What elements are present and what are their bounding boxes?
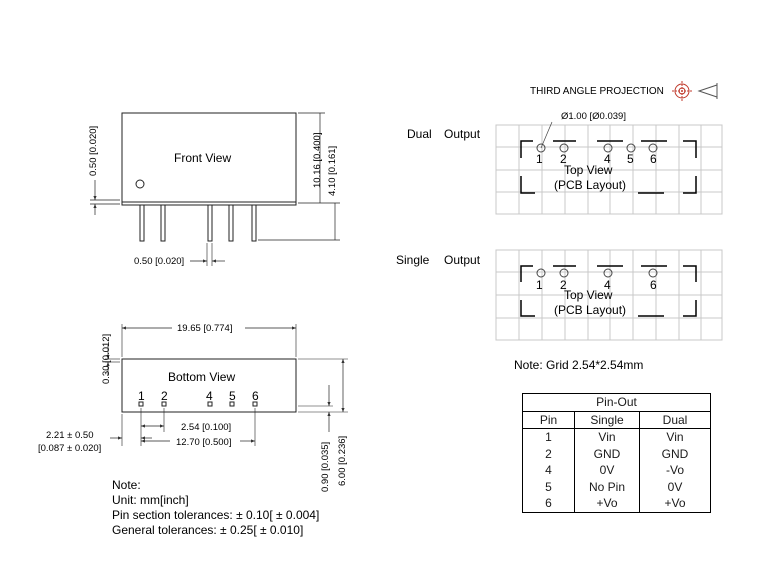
single-pin-label: 1 [536, 278, 543, 292]
single-pin-label: 6 [650, 278, 657, 292]
front-dim-height: 10.16 [0.400] [312, 132, 323, 188]
bottom-body [122, 359, 296, 412]
bottom-pin-label: 1 [138, 389, 145, 403]
dual-pin-label: 1 [536, 152, 543, 166]
front-pin [229, 205, 233, 241]
pin1-marker [136, 180, 144, 188]
dual-pin-label: 6 [650, 152, 657, 166]
bottom-pin-labels [138, 389, 259, 403]
table-row [523, 495, 711, 512]
bottom-pin-label: 4 [206, 389, 213, 403]
pin-cell: 6 [523, 495, 575, 512]
projection-symbol [530, 81, 717, 101]
dual-cell: -Vo [640, 462, 711, 479]
front-view-title: Front View [174, 151, 232, 165]
notes-heading: Note: [112, 478, 141, 492]
single-holes [537, 269, 657, 277]
bottom-dim-offset-1: 2.21 ± 0.50 [46, 430, 94, 441]
front-pin [140, 205, 144, 241]
dual-cell: Vin [640, 429, 711, 446]
bottom-dim-top: 0.30 [0.012] [101, 333, 112, 384]
front-dim-pinlen: 4.10 [0.161] [327, 145, 338, 196]
pinout-table [522, 393, 711, 513]
table-row [523, 479, 711, 496]
bottom-dim-width: 6.00 [0.236] [337, 435, 348, 486]
bottom-dim-offset-2: [0.087 ± 0.020] [38, 443, 102, 454]
notes-general-tolerance: General tolerances: ± 0.25[ ± 0.010] [112, 523, 304, 537]
dual-pin-label: 2 [560, 152, 567, 166]
notes-pin-tolerance: Pin section tolerances: ± 0.10[ ± 0.004] [112, 508, 320, 522]
single-view-line2: (PCB Layout) [554, 303, 627, 317]
projection-icon [672, 81, 717, 101]
pinout-header: Single [575, 411, 640, 429]
dual-pin-label: 5 [627, 152, 634, 166]
dual-pin-label: 4 [604, 152, 611, 166]
pinout-title: Pin-Out [523, 394, 711, 412]
bottom-dim-span: 12.70 [0.500] [176, 437, 232, 448]
front-pin [208, 205, 212, 241]
bottom-dim-pinthick: 0.90 [0.035] [320, 441, 331, 492]
single-cell: 0V [575, 462, 640, 479]
pin-cell: 5 [523, 479, 575, 496]
bottom-dim-length: 19.65 [0.774] [177, 323, 233, 334]
single-pin-label: 2 [560, 278, 567, 292]
dual-hole-dim: Ø1.00 [Ø0.039] [561, 111, 626, 122]
dual-title-a: Dual [407, 127, 432, 141]
front-dim-left: 0.50 [0.020] [88, 125, 99, 176]
single-title-b: Output [444, 253, 481, 267]
dual-cell: GND [640, 446, 711, 463]
front-pin [161, 205, 165, 241]
pin-cell: 2 [523, 446, 575, 463]
dual-cell: +Vo [640, 495, 711, 512]
dual-title-b: Output [444, 127, 481, 141]
dual-view-line1: Top View [564, 163, 613, 177]
table-row [523, 429, 711, 446]
single-cell: No Pin [575, 479, 640, 496]
single-view-line1: Top View [564, 288, 613, 302]
notes-unit: Unit: mm[inch] [112, 493, 189, 507]
front-dim-pinwidth: 0.50 [0.020] [134, 256, 185, 267]
bottom-pin-label: 6 [252, 389, 259, 403]
single-pin-label: 4 [604, 278, 611, 292]
single-title-a: Single [396, 253, 430, 267]
grid-note: Note: Grid 2.54*2.54mm [514, 358, 644, 372]
single-cell: GND [575, 446, 640, 463]
table-row [523, 462, 711, 479]
pin-cell: 1 [523, 429, 575, 446]
table-row [523, 446, 711, 463]
projection-label: THIRD ANGLE PROJECTION [530, 86, 664, 97]
single-cell: +Vo [575, 495, 640, 512]
bottom-pin-label: 2 [161, 389, 168, 403]
pinout-header: Pin [523, 411, 575, 429]
dual-view-line2: (PCB Layout) [554, 178, 627, 192]
pinout-header: Dual [640, 411, 711, 429]
front-pin [252, 205, 256, 241]
single-cell: Vin [575, 429, 640, 446]
dual-cell: 0V [640, 479, 711, 496]
pin-cell: 4 [523, 462, 575, 479]
front-view [90, 113, 340, 266]
bottom-pin-label: 5 [229, 389, 236, 403]
bottom-view-title: Bottom View [168, 370, 236, 384]
bottom-dim-pitch: 2.54 [0.100] [181, 422, 232, 433]
